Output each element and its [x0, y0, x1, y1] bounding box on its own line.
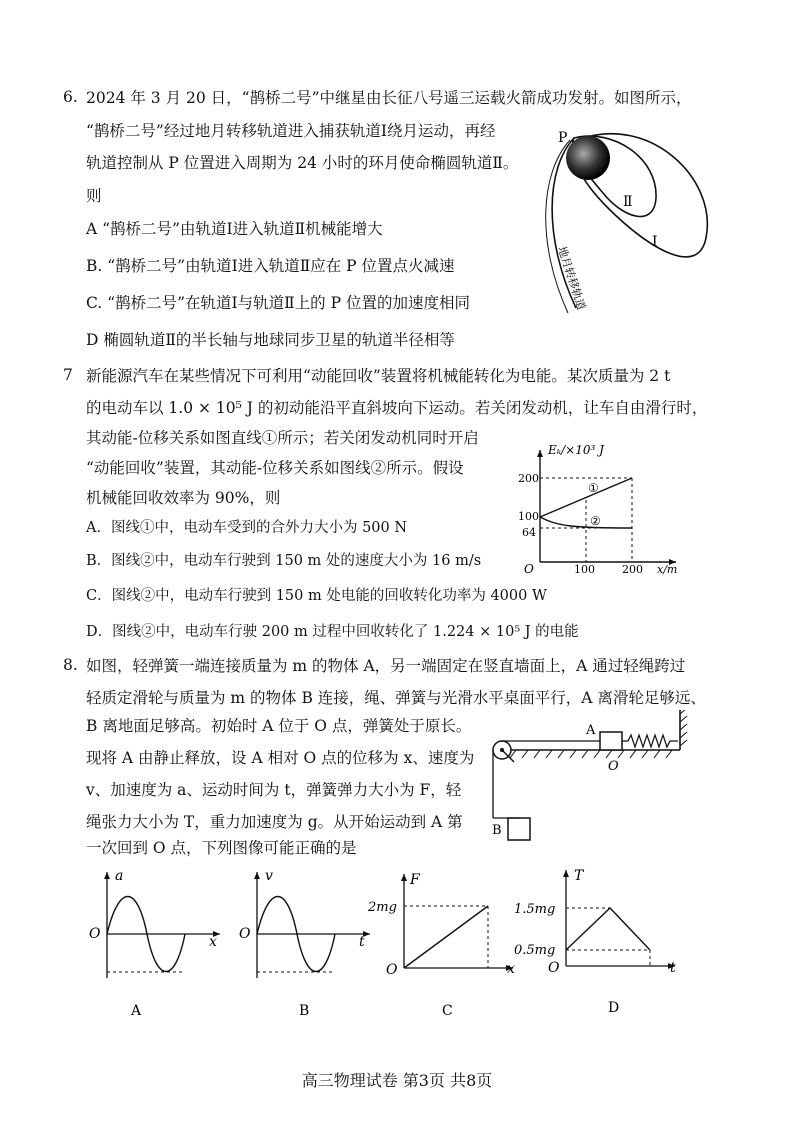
q8-graph-b — [235, 868, 385, 1028]
graph-a-y-arrow — [104, 872, 110, 879]
graph-c-origin: O — [386, 962, 398, 978]
q6-fig-transfer-label: 地月转移轨道 — [555, 244, 588, 312]
q8-graph-d — [510, 862, 690, 1022]
q7-xtick-200: 200 — [622, 563, 643, 575]
q8-stem-line4: 现将 A 由静止释放，设 A 相对 O 点的位移为 x、速度为 — [86, 749, 475, 767]
q6-fig-orbit2: Ⅱ — [623, 194, 633, 210]
graph-a-ylabel: a — [115, 868, 124, 884]
q7-ytick-200: 200 — [518, 472, 539, 485]
q7-option-c: C．图线②中，电动车行驶到 150 m 处电能的回收转化功率为 4000 W — [86, 588, 547, 604]
q7-ylabel: Eₖ/×10³ J — [548, 443, 604, 457]
q8-fig-b: B — [492, 823, 502, 838]
q8-graph-a — [85, 868, 235, 1028]
q8-pulley-figure — [488, 710, 698, 850]
q7-energy-chart — [512, 440, 682, 575]
graph-d-ylabel: T — [574, 868, 584, 884]
q7-label-1: ① — [588, 481, 599, 495]
graph-c-caption: C — [442, 1003, 453, 1019]
q7-option-a: A．图线①中，电动车受到的合外力大小为 500 N — [86, 520, 408, 536]
graph-d-tick-1: 1.5mg — [514, 902, 556, 917]
block-b — [508, 818, 530, 840]
q8-stem-line1: 如图，轻弹簧一端连接质量为 m 的物体 A，另一端固定在竖直墙面上，A 通过轻绳跨过 — [86, 657, 686, 675]
graph-d-tick-2: 0.5mg — [514, 943, 556, 958]
graph-c-line — [404, 906, 488, 968]
q7-stem-line2: 的电动车以 1.0 × 10⁵ J 的初动能沿平直斜坡向下运动。若关闭发动机，让车自由滑行时， — [86, 399, 708, 417]
q7-xtick-100: 100 — [574, 563, 595, 575]
q7-number: 7 — [63, 366, 73, 384]
q7-stem-line4: “动能回收”装置，其动能-位移关系如图线②所示。假设 — [86, 459, 464, 477]
q7-label-2: ② — [590, 514, 601, 528]
q6-stem-line1: 2024 年 3 月 20 日，“鹊桥二号”中继星由长征八号遥三运载火箭成功发射。如图所示， — [86, 89, 692, 107]
q6-orbit-figure — [528, 118, 738, 328]
graph-c-xlabel: x — [507, 961, 515, 977]
graph-b-origin: O — [239, 926, 251, 942]
q6-fig-p: P — [558, 130, 568, 146]
q8-graph-c — [368, 868, 528, 1028]
q6-fig-orbit1: Ⅰ — [652, 234, 658, 250]
graph-a-caption: A — [131, 1003, 142, 1019]
q8-stem-line5: v、加速度为 a、运动时间为 t，弹簧弹力大小为 F，轻 — [86, 781, 462, 799]
q6-number: 6. — [63, 88, 78, 106]
q6-option-c: C. “鹊桥二号”在轨道Ⅰ与轨道Ⅱ上的 P 位置的加速度相同 — [86, 294, 470, 312]
block-a — [600, 732, 622, 750]
graph-c-y-arrow — [401, 874, 407, 881]
q6-option-b: B. “鹊桥二号”由轨道Ⅰ进入轨道Ⅱ应在 P 位置点火减速 — [86, 257, 455, 275]
graph-d-line — [566, 908, 650, 950]
graph-c-ylabel: F — [410, 872, 420, 888]
graph-b-xlabel: t — [359, 934, 365, 950]
q8-stem-line2: 轻质定滑轮与质量为 m 的物体 B 连接，绳、弹簧与光滑水平桌面平行，A 离滑轮足够远、 — [86, 689, 706, 707]
q7-xlabel: x/m — [657, 563, 678, 575]
graph-d-caption: D — [608, 1000, 620, 1016]
moon-icon — [566, 136, 610, 180]
q6-option-d: D 椭圆轨道Ⅱ的半长轴与地球同步卫星的轨道半径相等 — [86, 331, 455, 349]
q8-fig-o: O — [608, 759, 619, 774]
q8-stem-line7: 一次回到 O 点，下列图像可能正确的是 — [86, 839, 357, 857]
table-hatch — [510, 750, 672, 758]
graph-a-xlabel: x — [209, 934, 217, 950]
page-footer: 高三物理试卷 第3页 共8页 — [301, 1071, 493, 1090]
q7-line-1 — [540, 478, 632, 517]
q7-option-b: B．图线②中，电动车行驶到 150 m 处的速度大小为 16 m/s — [86, 553, 482, 569]
q8-stem-line6: 绳张力大小为 T，重力加速度为 g。从开始运动到 A 第 — [86, 813, 463, 831]
q7-stem-line5: 机械能回收效率为 90%，则 — [86, 489, 281, 507]
q6-option-a: A “鹊桥二号”由轨道Ⅰ进入轨道Ⅱ机械能增大 — [86, 220, 383, 238]
q8-fig-a: A — [586, 723, 596, 738]
q7-origin: O — [524, 562, 534, 575]
graph-b-y-arrow — [254, 872, 260, 879]
graph-b-caption: B — [299, 1003, 310, 1019]
q8-number: 8. — [63, 656, 78, 674]
graph-b-ylabel: v — [265, 868, 273, 884]
spring — [622, 735, 678, 747]
graph-d-xlabel: t — [670, 960, 676, 976]
q6-stem-line2: “鹊桥二号”经过地月转移轨道进入捕获轨道Ⅰ绕月运动，再经 — [86, 122, 496, 140]
q6-stem-line3: 轨道控制从 P 位置进入周期为 24 小时的环月使命椭圆轨道Ⅱ。 — [86, 154, 519, 172]
q7-ytick-100: 100 — [518, 510, 539, 523]
q7-ytick-64: 64 — [522, 526, 536, 539]
graph-d-origin: O — [548, 960, 560, 976]
q7-stem-line3: 其动能-位移关系如图直线①所示；若关闭发动机同时开启 — [86, 429, 479, 447]
q7-y-arrow — [537, 450, 543, 457]
q7-stem-line1: 新能源汽车在某些情况下可利用“动能回收”装置将机械能转化为电能。某次质量为 2 t — [86, 367, 671, 385]
q8-stem-line3: B 离地面足够高。初始时 A 位于 O 点，弹簧处于原长。 — [86, 717, 472, 735]
q7-option-d: D．图线②中，电动车行驶 200 m 过程中回收转化了 1.224 × 10⁵ J 的电能 — [86, 624, 579, 640]
wall-hatch — [680, 710, 687, 746]
q6-stem-line4: 则 — [86, 187, 102, 205]
graph-d-y-arrow — [563, 870, 569, 877]
graph-c-tick: 2mg — [368, 900, 397, 915]
graph-a-origin: O — [89, 926, 101, 942]
